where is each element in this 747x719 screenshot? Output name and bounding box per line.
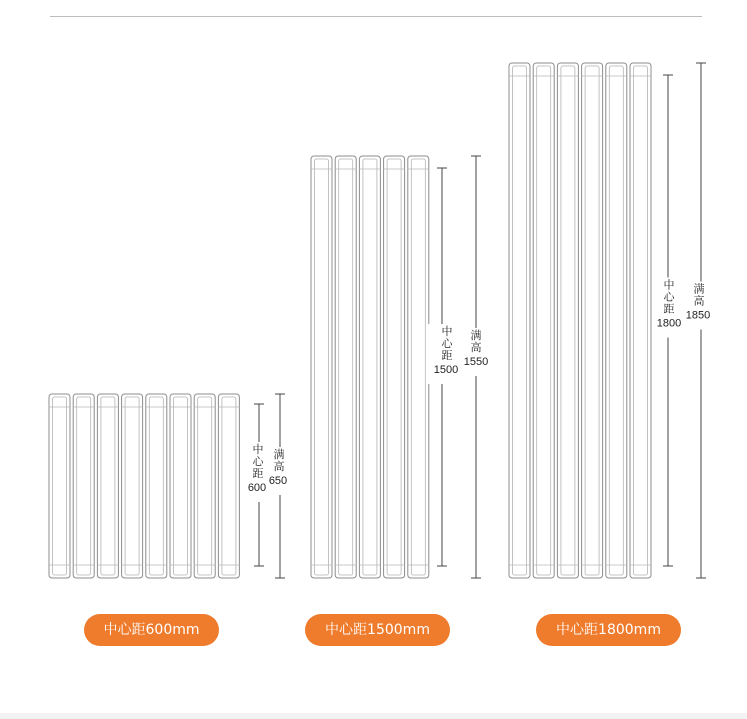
full-height-label-char: 高 xyxy=(273,461,285,473)
radiator-tube xyxy=(384,156,405,578)
full-height-label-char: 高 xyxy=(470,342,482,354)
full-height-label-char: 满 xyxy=(470,330,482,342)
center-distance-dimension xyxy=(428,168,458,566)
radiator-tube xyxy=(533,63,554,578)
radiator-1500 xyxy=(311,156,490,578)
radiator-tube xyxy=(97,394,118,578)
full-height-label-char: 满 xyxy=(273,449,285,461)
center-distance-label-char: 距 xyxy=(663,303,675,316)
radiator-tube xyxy=(194,394,215,578)
full-height-dimension xyxy=(462,156,490,578)
full-height-dimension xyxy=(686,63,715,578)
center-distance-label-char: 中 xyxy=(663,279,675,292)
center-distance-dimension xyxy=(654,75,682,566)
center-distance-label-char: 距 xyxy=(252,468,264,480)
center-distance-1500-button[interactable]: 中心距1500mm xyxy=(305,614,450,646)
radiator-600 xyxy=(49,394,294,578)
radiator-tube xyxy=(146,394,167,578)
full-height-dimension xyxy=(266,394,294,578)
radiator-tube xyxy=(408,156,429,578)
center-distance-value: 1800 xyxy=(656,317,682,330)
full-height-value: 1550 xyxy=(463,356,489,368)
full-height-label-char: 满 xyxy=(693,283,705,296)
radiator-tube xyxy=(122,394,143,578)
center-distance-label-char: 心 xyxy=(663,291,675,304)
radiator-tube xyxy=(359,156,380,578)
radiator-tube xyxy=(170,394,191,578)
radiator-tube xyxy=(557,63,578,578)
radiator-tube xyxy=(582,63,603,578)
center-distance-label-char: 中 xyxy=(441,326,453,338)
radiator-1800 xyxy=(509,63,715,578)
radiator-tube xyxy=(606,63,627,578)
center-distance-value: 1500 xyxy=(433,364,459,376)
radiator-tube xyxy=(311,156,332,578)
center-distance-label-char: 心 xyxy=(252,456,264,468)
radiator-tube xyxy=(73,394,94,578)
center-distance-label-char: 距 xyxy=(441,350,453,362)
full-height-value: 650 xyxy=(268,475,288,487)
center-distance-1800-button[interactable]: 中心距1800mm xyxy=(536,614,681,646)
center-distance-value: 600 xyxy=(247,482,267,494)
center-distance-label-char: 中 xyxy=(252,444,264,456)
full-height-label-char: 高 xyxy=(693,295,705,308)
radiator-tube xyxy=(630,63,651,578)
radiator-tube xyxy=(509,63,530,578)
bottom-band xyxy=(0,713,747,719)
center-distance-600-button[interactable]: 中心距600mm xyxy=(84,614,219,646)
full-height-value: 1850 xyxy=(685,309,711,322)
radiator-tube xyxy=(218,394,239,578)
radiator-tube xyxy=(335,156,356,578)
radiator-tube xyxy=(49,394,70,578)
center-distance-label-char: 心 xyxy=(441,338,453,350)
